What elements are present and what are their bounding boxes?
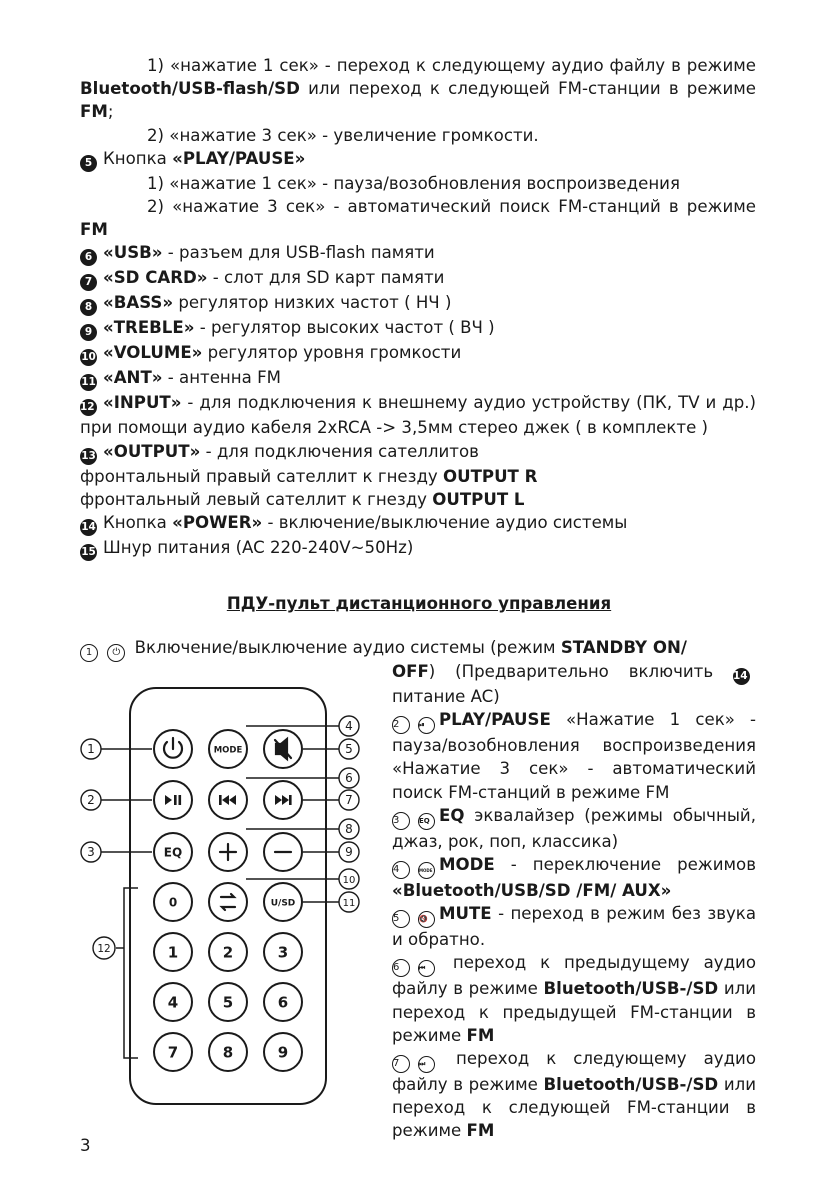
power-icon: ⏻ [107, 644, 125, 662]
svg-text:4: 4 [345, 719, 353, 733]
item-number-badge: 14 [733, 668, 750, 685]
desc-mode: 4 MODE MODE - переключение режимов «Bluetooth/USB/SD /FM/ AUX» [392, 855, 756, 901]
item-volume: 10 «VOLUME» регулятор уровня громкости [80, 341, 756, 366]
digit-label: 5 [222, 993, 234, 1012]
desc-play-pause: 2 ⏯ PLAY/PAUSE «Нажатие 1 сек» - пауза/возобновления воспроизведения «Нажатие 3 сек» - автоматический поиск FM-станций в режиме FM [392, 710, 756, 802]
callout-number: 3 [392, 812, 410, 830]
digit-label: 0 [168, 895, 178, 910]
item-usb: 6 «USB» - разъем для USB-flash памяти [80, 241, 756, 266]
item-number-badge: 10 [80, 349, 97, 366]
item-number-badge: 13 [80, 448, 97, 465]
eq-label: EQ [163, 845, 183, 860]
svg-text:12: 12 [97, 943, 111, 955]
desc-next: 7 ⏭ переход к следующему аудио файлу в режиме Bluetooth/USB-/SD или переход к следующей FM-станции в режиме FM [392, 1049, 757, 1141]
digit-label: 6 [277, 993, 289, 1012]
desc-mute: 5 🔇 MUTE - переход в режим без звука и обратно. [392, 904, 756, 950]
svg-text:5: 5 [345, 742, 353, 756]
paragraph-pause: 1) «нажатие 1 сек» - пауза/возобновления воспроизведения [147, 173, 680, 193]
section-title: ПДУ-пульт дистанционного управления [226, 594, 612, 613]
item-input: 12 «INPUT» - для подключения к внешнему аудио устройству (ПК, TV и др.) при помощи аудио кабеля 2xRCA -> 3,5мм стерео джек ( в комплекте ) [80, 393, 756, 438]
svg-text:10: 10 [342, 875, 356, 886]
callout-number: 1 [80, 644, 98, 662]
item-bass: 8 «BASS» регулятор низких частот ( НЧ ) [80, 291, 756, 316]
output-right-line: фронтальный правый сателлит к гнезду OUTPUT R [80, 466, 538, 486]
desc-eq: 3 EQ EQ эквалайзер (режимы обычный, джаз, рок, поп, классика) [392, 805, 756, 851]
svg-text:6: 6 [345, 771, 353, 785]
item-output: 13 «OUTPUT» - для подключения сателлитов [80, 440, 756, 465]
mode-label: MODE [213, 745, 243, 756]
callout-number: 7 [392, 1055, 410, 1073]
svg-text:8: 8 [345, 822, 353, 836]
repeat-button [209, 883, 247, 921]
item-sd-card: 7 «SD CARD» - слот для SD карт памяти [80, 266, 756, 291]
callout-number: 6 [392, 959, 410, 977]
usd-label: U/SD [270, 898, 296, 909]
item-ant: 11 «ANT» - антенна FM [80, 366, 756, 391]
item-play-pause: 5 Кнопка «PLAY/PAUSE» [80, 147, 756, 172]
eq-icon: EQ [418, 813, 435, 830]
item-number-badge: 8 [80, 299, 97, 316]
item-number-badge: 11 [80, 374, 97, 391]
item-number-badge: 9 [80, 324, 97, 341]
mode-icon: MODE [418, 862, 435, 879]
item-number-badge: 7 [80, 274, 97, 291]
desc-standby: 1 ⏻ Включение/выключение аудио системы (режим STANDBY ON/ [80, 636, 756, 662]
svg-text:11: 11 [342, 898, 356, 909]
paragraph-next-track: 1) «нажатие 1 сек» - переход к следующему аудио файлу в режиме Bluetooth/USB-flash/SD или переход к следующей FM-станции в режиме FM; [80, 56, 756, 122]
item-treble: 9 «TREBLE» - регулятор высоких частот ( ВЧ ) [80, 316, 756, 341]
digit-label: 7 [167, 1043, 179, 1062]
paragraph-volume-up: 2) «нажатие 3 сек» - увеличение громкости. [147, 125, 539, 145]
callout-number: 2 [392, 716, 410, 734]
output-left-line: фронтальный левый сателлит к гнезду OUTPUT L [80, 489, 525, 509]
item-power: 14 Кнопка «POWER» - включение/выключение аудио системы [80, 511, 756, 536]
svg-text:2: 2 [87, 793, 95, 807]
svg-text:7: 7 [345, 793, 353, 807]
item-number-badge: 15 [80, 544, 97, 561]
mute-icon: 🔇 [418, 911, 435, 928]
page-number: 3 [80, 1136, 91, 1155]
item-power-cord: 15 Шнур питания (AC 220-240V~50Hz) [80, 536, 756, 561]
digit-label: 8 [222, 1043, 234, 1062]
item-number-badge: 6 [80, 249, 97, 266]
desc-standby-cont: OFF) (Предварительно включить 14 питание AC) [392, 660, 756, 708]
callout-number: 4 [392, 861, 410, 879]
prev-track-icon: ⏮ [418, 960, 435, 977]
play-pause-icon: ⏯ [418, 717, 435, 734]
svg-text:9: 9 [345, 845, 353, 859]
remote-illustration [78, 686, 388, 1106]
item-number-badge: 12 [80, 399, 97, 416]
digit-label: 3 [277, 943, 289, 962]
item-number-badge: 5 [80, 155, 97, 172]
item-number-badge: 14 [80, 519, 97, 536]
top-text-block [80, 54, 756, 561]
digit-label: 4 [167, 993, 179, 1012]
prev-icon [219, 795, 222, 805]
desc-prev: 6 ⏮ переход к предыдущему аудио файлу в режиме Bluetooth/USB-/SD или переход к предыдущей FM-станции в режиме FM [392, 953, 757, 1045]
svg-text:1: 1 [87, 742, 95, 756]
callout-number: 5 [392, 910, 410, 928]
digit-label: 1 [167, 943, 179, 962]
play-pause-button [154, 781, 192, 819]
digit-label: 2 [222, 943, 234, 962]
digit-label: 9 [277, 1043, 289, 1062]
paragraph-auto-search: 2) «нажатие 3 сек» - автоматический поиск FM-станций в режиме FM [80, 197, 756, 240]
remote-descriptions [392, 660, 756, 1143]
next-track-icon: ⏭ [418, 1056, 435, 1073]
svg-text:3: 3 [87, 845, 95, 859]
